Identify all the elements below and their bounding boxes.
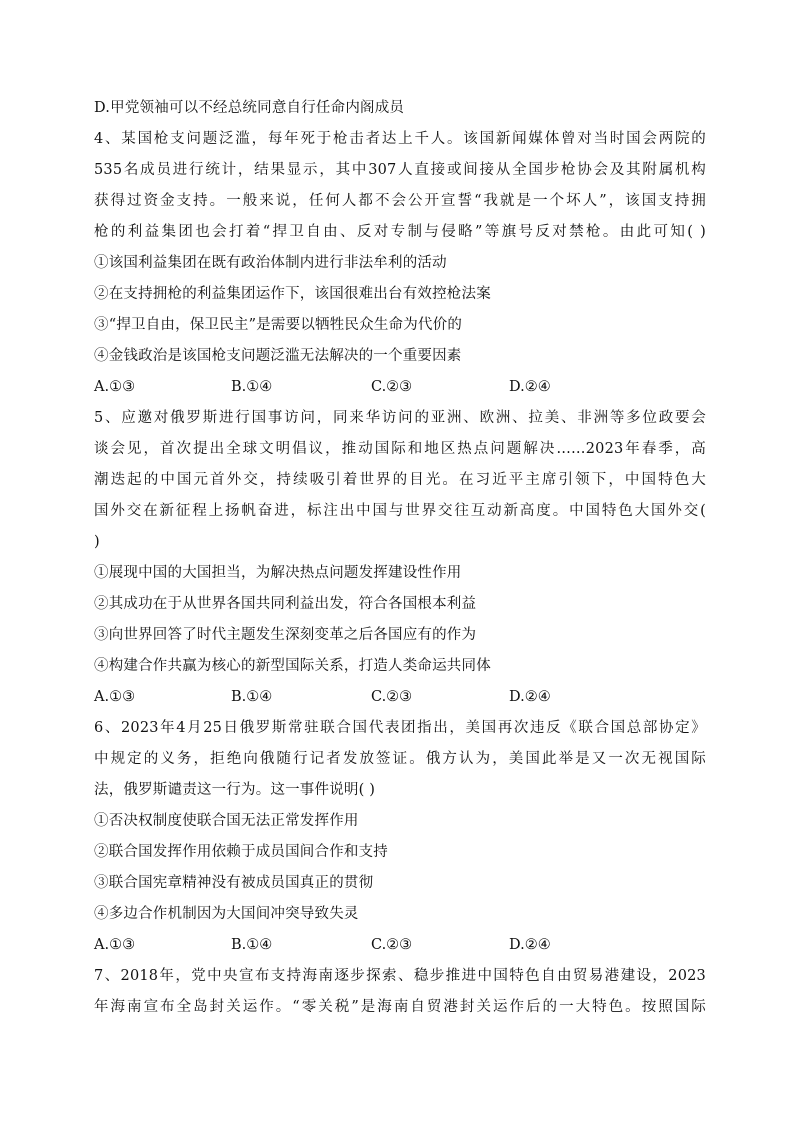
q5-statement-1: ①展现中国的大国担当，为解决热点问题发挥建设性作用 [94,565,462,581]
q5-stem-line: 国外交在新征程上扬帆奋进，标注出中国与世界交往互动新高度。中国特色大国外交( [94,503,706,519]
q6-choice-a: A.①③ [94,937,136,953]
q4-stem-line: 获得过资金支持。一般来说，任何人都不会公开宣誓“我就是一个坏人”，该国支持拥 [94,193,706,209]
q4-stem-line: 4、某国枪支问题泛滥，每年死于枪击者达上千人。该国新闻媒体曾对当时国会两院的 [94,131,706,147]
q4-statement-1: ①该国利益集团在既有政治体制内进行非法牟利的活动 [94,255,447,271]
q5-stem-line: 5、应邀对俄罗斯进行国事访问，同来华访问的亚洲、欧洲、拉美、非洲等多位政要会 [94,410,706,426]
q4-choice-d: D.②④ [509,379,551,395]
q3-option-d: D.甲党领袖可以不经总统同意自行任命内阁成员 [94,100,405,116]
q6-choice-c: C.②③ [371,937,413,953]
q6-choice-d: D.②④ [509,937,551,953]
q5-statement-3: ③向世界回答了时代主题发生深刻变革之后各国应有的作为 [94,627,477,643]
q5-statement-4: ④构建合作共赢为核心的新型国际关系，打造人类命运共同体 [94,658,491,674]
q6-choices [94,935,706,955]
q5-stem-line: 潮迭起的中国元首外交，持续吸引着世界的目光。在习近平主席引领下，中国特色大 [94,472,706,488]
q6-choice-b: B.①④ [231,937,273,953]
q7-stem-line: 年海南宣布全岛封关运作。“零关税”是海南自贸港封关运作后的一大特色。按照国际 [94,999,706,1015]
q4-statement-4: ④金钱政治是该国枪支问题泛滥无法解决的一个重要因素 [94,348,462,364]
q6-stem-line: 法，俄罗斯谴责这一行为。这一事件说明( ) [94,782,376,798]
q5-choice-b: B.①④ [231,689,273,705]
q6-stem-line: 中规定的义务，拒绝向俄随行记者发放签证。俄方认为，美国此举是又一次无视国际 [94,751,706,767]
q5-choice-c: C.②③ [371,689,413,705]
q6-statement-3: ③联合国宪章精神没有被成员国真正的贯彻 [94,875,374,891]
q6-statement-1: ①否决权制度使联合国无法正常发挥作用 [94,813,359,829]
q6-statement-4: ④多边合作机制因为大国间冲突导致失灵 [94,906,359,922]
q4-choice-b: B.①④ [231,379,273,395]
q6-stem-line: 6、2023年4月25日俄罗斯常驻联合国代表团指出，美国再次违反《联合国总部协定》 [94,720,706,736]
q7-stem-line: 7、2018年，党中央宣布支持海南逐步探索、稳步推进中国特色自由贸易港建设，2023 [94,968,706,984]
q5-stem-line: ) [94,534,100,550]
q4-statement-2: ②在支持拥枪的利益集团运作下，该国很难出台有效控枪法案 [94,286,491,302]
q5-choice-a: A.①③ [94,689,136,705]
q4-choice-c: C.②③ [371,379,413,395]
q4-choices [94,377,706,397]
q6-statement-2: ②联合国发挥作用依赖于成员国间合作和支持 [94,844,388,860]
q5-choices [94,687,706,707]
q5-choice-d: D.②④ [509,689,551,705]
q4-statement-3: ③“捍卫自由，保卫民主”是需要以牺牲民众生命为代价的 [94,317,463,333]
q4-stem-line: 535名成员进行统计，结果显示，其中307人直接或间接从全国步枪协会及其附属机构 [94,162,706,178]
q4-stem-line: 枪的利益集团也会打着“捍卫自由、反对专制与侵略”等旗号反对禁枪。由此可知( ) [94,224,706,240]
q4-choice-a: A.①③ [94,379,136,395]
q5-stem-line: 谈会见，首次提出全球文明倡议，推动国际和地区热点问题解决……2023年春季，高 [94,441,706,457]
q5-statement-2: ②其成功在于从世界各国共同利益出发，符合各国根本利益 [94,596,477,612]
